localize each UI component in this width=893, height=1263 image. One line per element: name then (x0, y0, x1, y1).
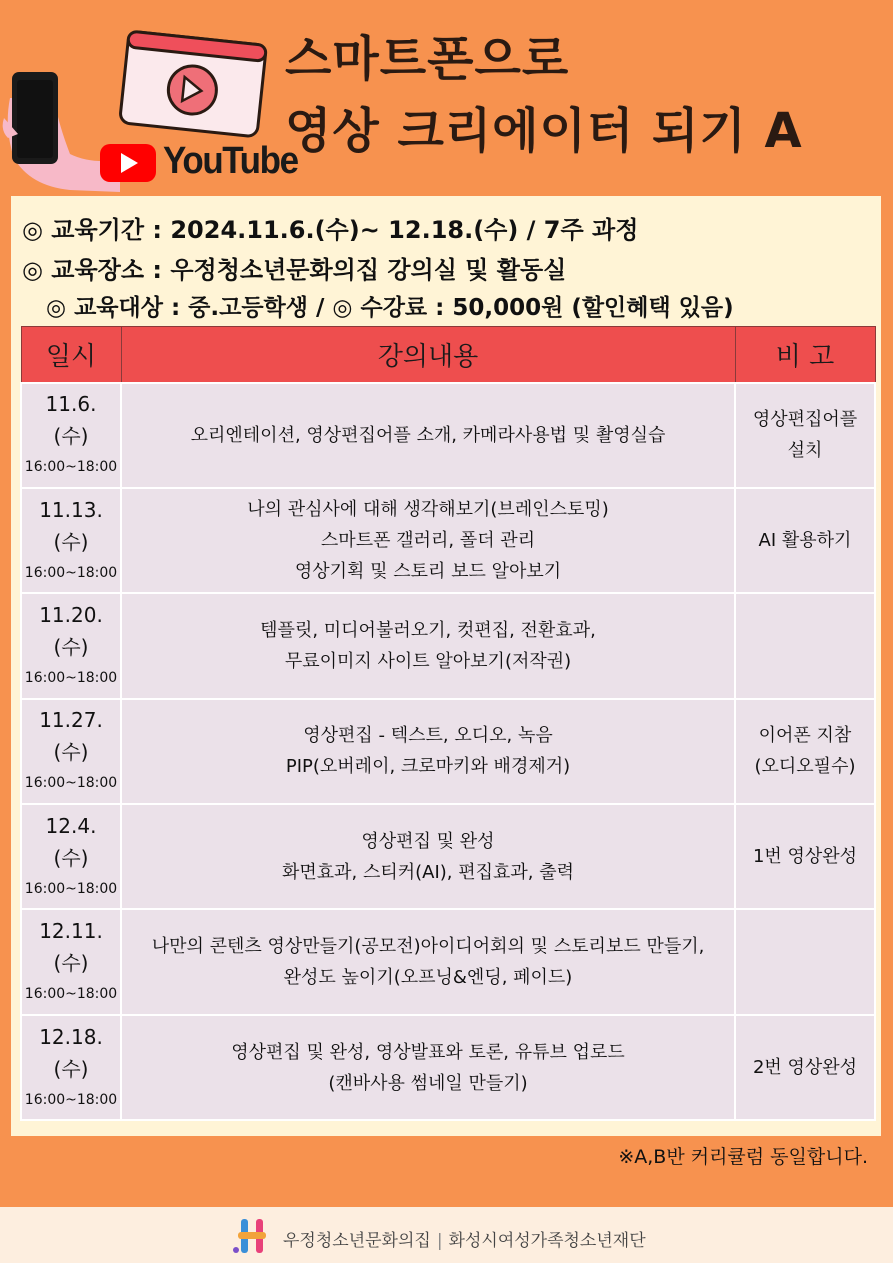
row-content-cell (121, 909, 735, 1014)
schedule-header-row (21, 327, 875, 383)
row-date-cell (21, 1015, 121, 1120)
row-content-cell (121, 699, 735, 804)
organization-logo-icon (232, 1217, 272, 1255)
row-content-line: 나의 관심사에 대해 생각해보기(브레인스토밍) (247, 499, 609, 521)
footer-organizations (283, 1226, 646, 1251)
row-content-line: 완성도 높이기(오프닝&엔딩, 페이드) (283, 967, 573, 989)
row-day: (수) (53, 424, 89, 449)
schedule-row (21, 383, 875, 488)
row-note-cell (735, 593, 875, 698)
row-date-cell (21, 488, 121, 593)
row-content-line: 영상편집 - 텍스트, 오디오, 녹음 (303, 725, 553, 747)
row-date: 12.4. (45, 813, 97, 838)
row-content-line: (캔바사용 썸네일 만들기) (328, 1072, 528, 1094)
row-content-cell (121, 1015, 735, 1120)
row-content-line: 오리엔테이션, 영상편집어플 소개, 카메라사용법 및 촬영실습 (190, 424, 666, 446)
row-content-cell (121, 804, 735, 909)
poster-title-line2: 영상 크리에이터 되기 A (285, 103, 803, 159)
row-date: 11.20. (39, 602, 103, 627)
row-note-cell (735, 1015, 875, 1120)
row-time: 16:00~18:00 (24, 669, 118, 686)
row-date: 11.13. (39, 497, 103, 522)
row-note-cell (735, 909, 875, 1014)
row-content-cell (121, 383, 735, 488)
schedule-row (21, 699, 875, 804)
schedule-row (21, 804, 875, 909)
row-content-cell (121, 488, 735, 593)
row-date-cell (21, 593, 121, 698)
footer-org1: 우정청소년문화의집 (283, 1231, 431, 1251)
footnote: ※A,B반 커리큘럼 동일합니다. (618, 1146, 868, 1168)
row-date-cell (21, 804, 121, 909)
row-note-line: 영상편집어플 (752, 409, 858, 431)
row-note-cell (735, 488, 875, 593)
row-note-line: (오디오필수) (754, 756, 856, 778)
row-content-line: 스마트폰 갤러리, 폴더 관리 (320, 530, 536, 552)
footer-org2: 화성시여성가족청소년재단 (448, 1231, 646, 1251)
info-target-fee: ◎ 교육대상 : 중.고등학생 / ◎ 수강료 : 50,000원 (할인혜택 있음) (46, 295, 734, 321)
row-time: 16:00~18:00 (24, 880, 118, 897)
row-note-line: AI 활용하기 (758, 530, 852, 552)
row-content-line: 영상기획 및 스토리 보드 알아보기 (294, 561, 562, 583)
row-note-line: 이어폰 지참 (758, 725, 852, 747)
row-date-cell (21, 699, 121, 804)
row-date-cell (21, 909, 121, 1014)
row-time: 16:00~18:00 (24, 1091, 118, 1108)
row-content-line: 영상편집 및 완성, 영상발표와 토론, 유튜브 업로드 (231, 1041, 625, 1063)
row-content-line: PIP(오버레이, 크로마키와 배경제거) (285, 756, 571, 778)
row-day: (수) (53, 529, 89, 554)
row-content-line: 템플릿, 미디어불러오기, 컷편집, 전환효과, (260, 619, 596, 641)
schedule-row (21, 1015, 875, 1120)
row-day: (수) (53, 634, 89, 659)
row-time: 16:00~18:00 (24, 459, 118, 476)
row-content-line: 무료이미지 사이트 알아보기(저작권) (284, 650, 572, 672)
row-date: 12.18. (39, 1024, 103, 1049)
info-period: ◎ 교육기간 : 2024.11.6.(수)~ 12.18.(수) / 7주 과정 (22, 216, 639, 244)
header-content: 강의내용 (121, 327, 735, 383)
video-player-icon (118, 28, 268, 140)
row-note-line: 1번 영상완성 (752, 846, 858, 868)
row-date-cell (21, 383, 121, 488)
row-day: (수) (53, 1056, 89, 1081)
row-date: 12.11. (39, 919, 103, 944)
row-time: 16:00~18:00 (24, 775, 118, 792)
schedule-row (21, 909, 875, 1014)
row-note-line: 설치 (787, 440, 823, 462)
row-date: 11.6. (45, 392, 97, 417)
schedule-row (21, 593, 875, 698)
poster-header (0, 0, 893, 195)
row-day: (수) (53, 845, 89, 870)
schedule-table (20, 326, 876, 1121)
row-time: 16:00~18:00 (24, 986, 118, 1003)
row-content-line: 나만의 콘텐츠 영상만들기(공모전)아이디어회의 및 스토리보드 만들기, (151, 936, 705, 958)
footer-separator: | (436, 1231, 443, 1251)
row-day: (수) (53, 740, 89, 765)
row-date: 11.27. (39, 708, 103, 733)
poster-title-line1: 스마트폰으로 (285, 31, 570, 87)
row-note-cell (735, 383, 875, 488)
info-place: ◎ 교육장소 : 우정청소년문화의집 강의실 및 활동실 (22, 256, 567, 284)
header-note: 비 고 (735, 327, 875, 383)
schedule-row (21, 488, 875, 593)
row-content-cell (121, 593, 735, 698)
row-day: (수) (53, 951, 89, 976)
row-note-cell (735, 804, 875, 909)
row-content-line: 화면효과, 스티커(AI), 편집효과, 출력 (281, 861, 575, 883)
row-content-line: 영상편집 및 완성 (361, 830, 495, 852)
row-note-cell (735, 699, 875, 804)
header-date: 일시 (21, 327, 121, 383)
youtube-wordmark: YouTube (163, 140, 298, 182)
row-note-line: 2번 영상완성 (752, 1057, 858, 1079)
row-time: 16:00~18:00 (24, 564, 118, 581)
